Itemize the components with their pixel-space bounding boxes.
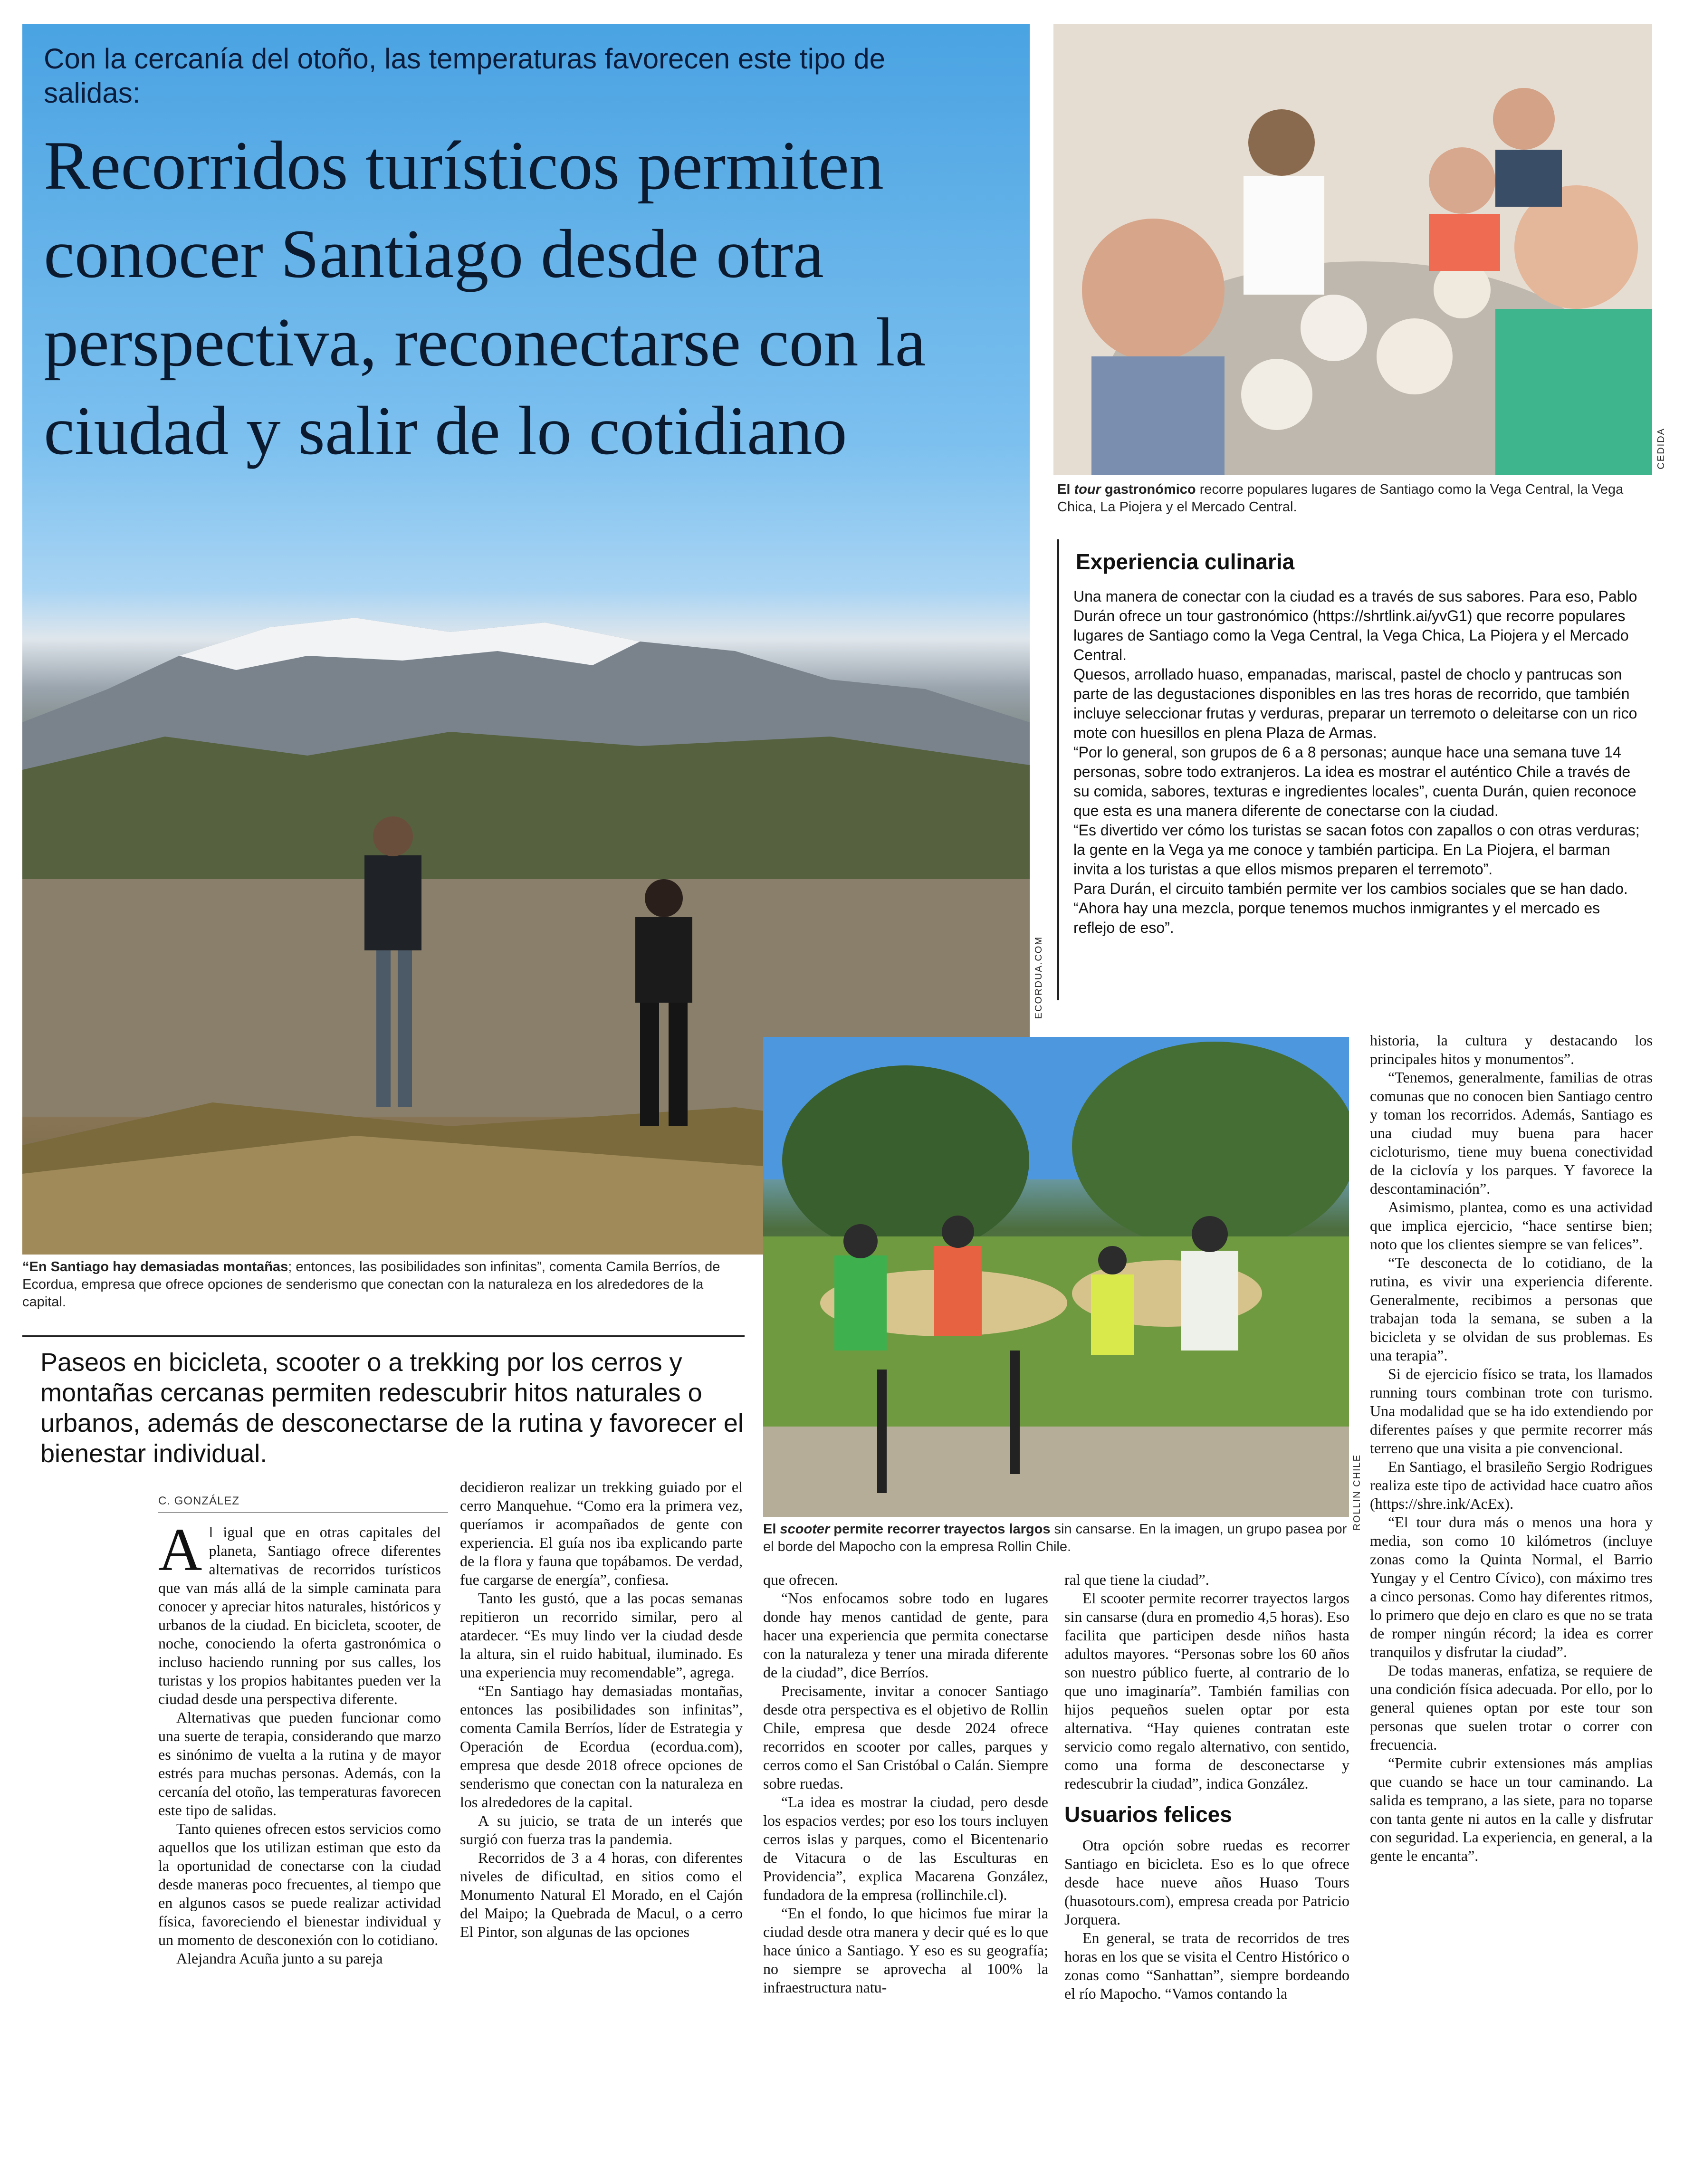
headline: Recorridos turísticos permiten conocer Santiago desde otra perspectiva, reconectarse con la ciudad y salir de lo cotidiano [44, 127, 926, 469]
scooter-caption-lead [763, 1522, 1050, 1537]
body-paragraph: “Tenemos, generalmente, familias de otras comunas que no conocen bien Santiago centro y toman los recorridos. Además, Santiago es una ciudad muy buena para hacer cicloturismo, tiene muy buena conectividad de la ciclovía y los parques. Y favorece la descontaminación”. [1370, 1069, 1653, 1197]
food-caption-lead-2: gastronómico [1100, 482, 1196, 497]
body-paragraph: En general, se trata de recorridos de tres horas en los que se visita el Centro Histórico o zonas como “Sanhattan”, siempre bordeando el río Mapocho. “Vamos contando la [1064, 1929, 1349, 2002]
body-paragraph: Tanto quienes ofrecen estos servicios como aquellos que los utilizan estiman que esto da la oportunidad de conectarse con la ciudad desde maneras poco frecuentes, al tiempo que en algunos casos se puede realizar actividad física, favoreciendo el bienestar individual y un momento de desconexión con lo cotidiano. [158, 1820, 441, 1948]
body-column-3 [763, 1571, 1048, 1997]
sidebar-box [1057, 539, 1653, 1000]
food-caption-lead-em: tour [1074, 482, 1101, 497]
food-photo-credit: CEDIDA [1656, 428, 1666, 469]
sidebar-paragraph: Quesos, arrollado huaso, empanadas, mariscal, pastel de choclo y pantrucas son parte de las degustaciones disponibles en las tres horas de recorrido, que también incluye seleccionar frutas y verduras, preparar un terremoto o deleitarse con un rico mote con huesillos en plena Plaza de Armas. [1073, 666, 1637, 741]
body-paragraph-text: l igual que en otras capitales del planeta, Santiago ofrece diferentes alternativas de recorridos turísticos que van más allá de la simple caminata para conocer y apreciar hitos naturales, históricos y urbanos de la ciudad. En bicicleta, scooter, de noche, conociendo la oferta gastronómica o incluso haciendo running por sus calles, los turistas y los propios habitantes pueden ver la ciudad desde una perspectiva diferente. [158, 1523, 441, 1707]
body-paragraph: decidieron realizar un trekking guiado por el cerro Manquehue. “Como era la primera vez, queríamos ir acompañados de gente con experiencia. El guía nos iba explicando parte de la flora y fauna que topábamos. De verdad, fue cargarse de energía”, confiesa. [460, 1478, 743, 1588]
subhead: Usuarios felices [1064, 1802, 1232, 1827]
body-paragraph: “Nos enfocamos sobre todo en lugares donde hay menos cantidad de gente, para hacer una experiencia que permita conectarse con la naturaleza y tener una mirada diferente de la ciudad”, dice Berríos. [763, 1590, 1048, 1681]
body-paragraph: “Permite cubrir extensiones más amplias que cuando se hace un tour caminando. La salida es temprano, a las siete, para no toparse con tanta gente ni autos en la calle y disfrutar con seguridad. La experiencia, en general, a la gente le encanta”. [1370, 1754, 1653, 1864]
byline-rule [158, 1512, 448, 1513]
deck-rule [22, 1335, 745, 1337]
deck: Paseos en bicicleta, scooter o a trekking por los cerros y montañas cercanas permiten redescubrir hitos naturales o urbanos, además de desconectarse de la rutina y favorecer el bienestar individual. [40, 1348, 744, 1468]
body-paragraph: Tanto les gustó, que a las pocas semanas repitieron un recorrido similar, pero al atardecer. “Es muy lindo ver la ciudad desde la altura, sin el ruido habitual, iluminado. Es una experiencia muy recomendable”, agrega. [460, 1590, 743, 1681]
scooter-caption-lead-1: El [763, 1522, 780, 1537]
body-paragraph: que ofrecen. [763, 1571, 839, 1588]
body-paragraph: historia, la cultura y destacando los principales hitos y monumentos”. [1370, 1032, 1653, 1067]
body-paragraph: Alternativas que pueden funcionar como una suerte de terapia, considerando que marzo es sinónimo de vuelta a la rutina y de mayor estrés para muchas personas. Además, con la cercanía del otoño, las temperaturas favorecen este tipo de salidas. [158, 1709, 441, 1819]
scooter-caption-lead-em: scooter [780, 1522, 830, 1537]
food-caption [1057, 481, 1661, 516]
body-column-4 [1064, 1571, 1349, 2003]
sidebar-paragraph: “Es divertido ver cómo los turistas se sacan fotos con zapallos o con otras verduras; la gente en la Vega ya me conoce y también participa. En La Piojera, el barman invita a los turistas a que ellos mismos preparen el terremoto”. [1073, 822, 1640, 878]
hero-caption [22, 1258, 745, 1311]
scooter-caption-text: sin cansarse. En la imagen, un grupo pasea por el borde del Mapocho con la empresa Rollin Chile. [763, 1522, 1347, 1554]
sidebar-paragraph: “Por lo general, son grupos de 6 a 8 personas; aunque hace una semana tuve 14 personas, sobre todo extranjeros. La idea es mostrar el auténtico Chile a través de su comida, sabores, texturas e ingredientes locales”, cuenta Durán, quien reconoce que esta es una manera diferente de conectarse con la ciudad. [1073, 744, 1636, 819]
body-paragraph: “El tour dura más o menos una hora y media, son como 10 kilómetros (incluye zonas como la Quinta Normal, el Barrio Yungay y el Centro Cívico), con máximo tres a cinco personas. Como hay diferentes ritmos, lo primero que dejo en claro es que no se trata de romper ningún récord; la idea es correr tranquilos y disfrutar la ciudad”. [1370, 1513, 1653, 1660]
food-tour-graphic [1053, 24, 1652, 475]
food-tour-photo [1053, 24, 1652, 475]
body-paragraph: De todas maneras, enfatiza, se requiere de una condición física adecuada. Por ello, por lo general quienes optan por este tour son personas que suelen trotar o correr con frecuencia. [1370, 1662, 1653, 1753]
hero-caption-lead: “En Santiago hay demasiadas montañas [22, 1259, 288, 1274]
scooter-photo-credit: ROLLIN CHILE [1352, 1454, 1362, 1531]
body-paragraph: ral que tiene la ciudad”. [1064, 1571, 1209, 1588]
hikers-graphic [331, 794, 759, 1164]
body-paragraph [158, 1516, 441, 1708]
sidebar-paragraph: Para Durán, el circuito también permite ver los cambios sociales que se han dado. “Ahora hay una mezcla, porque tenemos muchos inmigrantes y el mercado es reflejo de eso”. [1073, 880, 1628, 936]
scooter-tour-graphic [763, 1037, 1349, 1517]
food-caption-lead-1: El [1057, 482, 1074, 497]
body-column-2 [460, 1478, 743, 1941]
hero-caption-text: ; entonces, las posibilidades son infinitas”, comenta Camila Berríos, de Ecordua, empresa que ofrece opciones de senderismo que conectan con la naturaleza en los alrededores de la capital. [22, 1259, 720, 1310]
kicker: Con la cercanía del otoño, las temperaturas favorecen este tipo de salidas: [44, 43, 886, 109]
scooter-caption [763, 1521, 1352, 1556]
body-column-1 [158, 1516, 441, 1968]
body-paragraph: Alejandra Acuña junto a su pareja [176, 1950, 383, 1967]
byline: C. GONZÁLEZ [158, 1494, 240, 1507]
food-caption-lead [1057, 482, 1196, 497]
food-caption-text: recorre populares lugares de Santiago como la Vega Central, la Vega Chica, La Piojera y el Mercado Central. [1057, 482, 1624, 515]
body-paragraph: A su juicio, se trata de un interés que surgió con fuerza tras la pandemia. [460, 1812, 743, 1848]
body-column-5 [1370, 1031, 1653, 1865]
body-paragraph: “La idea es mostrar la ciudad, pero desde los espacios verdes; por eso los tours incluyen cerros islas y parques, como el Bicentenario de Vitacura o de las Esculturas en Providencia”, explica Macarena González, fundadora de la empresa (rollinchile.cl). [763, 1793, 1048, 1903]
scooter-caption-lead-2: permite recorrer trayectos largos [830, 1522, 1051, 1537]
body-paragraph: “En el fondo, lo que hicimos fue mirar la ciudad desde otra manera y decir qué es lo que hace único a Santiago. Y eso es su geografía; no siempre se aprovecha al 100% la infraestructura natu- [763, 1905, 1048, 1996]
sidebar-paragraph: Una manera de conectar con la ciudad es a través de sus sabores. Para eso, Pablo Durán ofrece un tour gastronómico (https://shrtlink.ai/yvG1) que recorre populares lugares de Santiago como la Vega Central, la Vega Chica, La Piojera y el Mercado Central. [1073, 588, 1637, 663]
body-paragraph: En Santiago, el brasileño Sergio Rodrigues realiza este tipo de actividad hace cuatro años (https://shre.ink/AcEx). [1370, 1458, 1653, 1512]
sidebar-body [1073, 587, 1644, 938]
hero-photo-credit: ECORDUA.COM [1033, 936, 1044, 1019]
body-paragraph: Recorridos de 3 a 4 horas, con diferentes niveles de dificultad, en sitios como el Monumento Natural El Morado, en el Cajón del Maipo; la Quebrada de Macul, o a cerro El Pintor, son algunas de las opciones [460, 1849, 743, 1940]
drop-cap: A [158, 1516, 202, 1583]
body-paragraph: Asimismo, plantea, como es una actividad que implica ejercicio, “hace sentirse bien; noto que los clientes siempre se van felices”. [1370, 1198, 1653, 1253]
sidebar-title: Experiencia culinaria [1076, 549, 1295, 574]
scooter-tour-photo [763, 1037, 1349, 1517]
body-paragraph: “En Santiago hay demasiadas montañas, entonces las posibilidades son infinitas”, comenta Camila Berríos, líder de Estrategia y Operación de Ecordua (ecordua.com), empresa que desde 2018 ofrece opciones de senderismo que conectan con la naturaleza en los alrededores de la capital. [460, 1682, 743, 1810]
body-paragraph: Precisamente, invitar a conocer Santiago desde otra perspectiva es el objetivo de Rollin Chile, empresa que desde 2024 ofrece recorridos en scooter por calles, parques y cerros como el San Cristóbal o Calán. Siempre sobre ruedas. [763, 1682, 1048, 1792]
body-paragraph: El scooter permite recorrer trayectos largos sin cansarse (dura en promedio 4,5 horas). Eso facilita que participen desde niños hasta adultos mayores. “Personas sobre los 60 años son nuestro público fuerte, al contrario de lo que uno imaginaría”. También familias con hijos pequeños suelen optar por esta alternativa. “Hay quienes contratan este servicio como regalo alternativo, con sentido, como una forma de desconectarse y redescubrir la ciudad”, indica González. [1064, 1590, 1349, 1792]
body-paragraph: “Te desconecta de lo cotidiano, de la rutina, es vivir una experiencia diferente. Generalmente, recibimos a personas que trabajan toda la semana, se suben a la bicicleta y se olvidan de sus problemas. Es una terapia”. [1370, 1254, 1653, 1364]
body-paragraph: Si de ejercicio físico se trata, los llamados running tours combinan trote con turismo. Una modalidad que se ha ido extendiendo por diferentes países y que permite recorrer más terreno que una visita a pie convencional. [1370, 1365, 1653, 1456]
body-paragraph: Otra opción sobre ruedas es recorrer Santiago en bicicleta. Eso es lo que ofrece desde hace nueve años Huaso Tours (huasotours.com), empresa creada por Patricio Jorquera. [1064, 1837, 1349, 1928]
